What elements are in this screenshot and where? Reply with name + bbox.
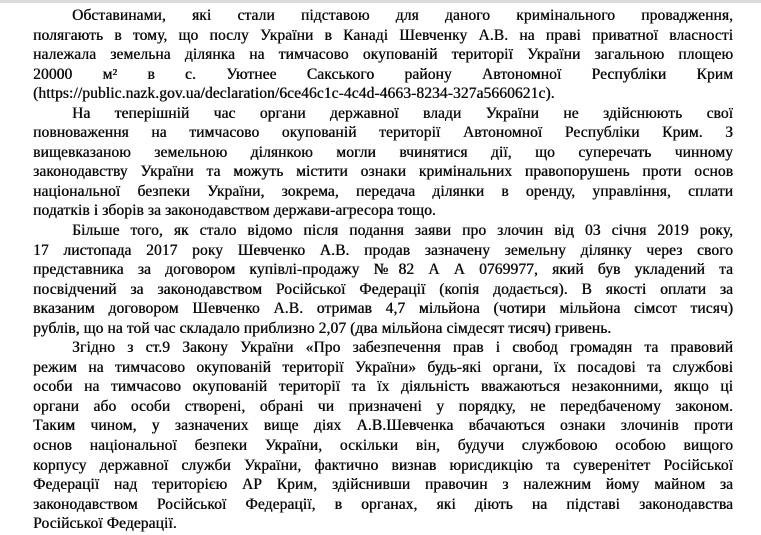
paragraph-occupied-territory: [33, 104, 733, 221]
text-line: основ національної безпеки України, оскільки він, будучи службовою особою вищого: [33, 437, 733, 455]
text-line: рублів, що на той час складало приблизно 2,07 (два мільйона сімдесят тисяч) гривень.: [33, 319, 612, 337]
text-line: органи або особи створені, обрані чи призначені у порядку, не передбаченому законом.: [33, 397, 733, 415]
text-line: законодавством Російської Федерації, в органах, які діють на підставі законодавства: [33, 495, 733, 513]
text-line: Федерації над територією АР Крим, здійснивши правочин з належним йому майном за: [33, 476, 733, 494]
paragraph-sale-details: [33, 221, 733, 338]
paragraph-circumstances: [33, 6, 733, 104]
text-line: Згідно з ст.9 Закону України «Про забезпечення прав і свобод громадян та правовий: [72, 339, 733, 357]
scan-edge-artifact: [0, 0, 761, 3]
text-line: режим на тимчасово окупованій території України» будь-які органи, їх посадові та службові: [33, 358, 733, 376]
text-line: Таким чином, у зазначених вище діях А.В.Шевченка вбачаються ознаки злочинів проти: [33, 417, 733, 435]
text-line: Більше того, як стало відомо після подання заяви про злочин від 03 січня 2019 року,: [72, 222, 733, 240]
text-line: Російської Федерації.: [33, 515, 177, 533]
text-line: посвідчений за законодавством Російської Федерації (копія додається). В якості оплати за: [33, 280, 733, 298]
text-line: вказаним договором Шевченко А.В. отримав 4,7 мільйона (чотири мільйона сімсот тисяч): [33, 300, 733, 318]
text-line: Обставинами, які стали підставою для даного кримінального провадження,: [72, 7, 733, 24]
text-line: належала земельна ділянка на тимчасово окупованій території України загальною площею: [33, 46, 733, 64]
text-line: 17 листопада 2017 року Шевченко А.В. продав зазначену земельну ділянку через свого: [33, 241, 733, 259]
text-line: особи на тимчасово окупованій території та їх діяльність вважаються незаконними, якщо ці: [33, 378, 733, 396]
text-line: представника за договором купівлі-продажу №82 А А 0769977, який був укладений та: [33, 261, 733, 279]
text-line: національної безпеки України, зокрема, передача ділянки в оренду, управління, сплати: [33, 182, 733, 200]
text-line: На теперішній час органи державної влади України не здійснюють свої: [72, 104, 733, 122]
declaration-url-line: (https://public.nazk.gov.ua/declaration/6ce46c1c-4c4d-4663-8234-327a5660621c).: [33, 85, 555, 103]
text-line: полягають в тому, що послу України в Канаді Шевченку А.В. на праві приватної власності: [33, 26, 733, 44]
paragraph-legal-conclusion: [33, 338, 733, 533]
text-line: вищевказаною земельною ділянкою могли вчинятися дії, що суперечать чинному: [33, 143, 733, 161]
text-line: податків і зборів за законодавством держави-агресора тощо.: [33, 202, 436, 220]
text-line: законодавству України та можуть містити ознаки кримінальних правопорушень проти основ: [33, 163, 733, 181]
text-line: 20000 м² в с. Уютнее Сакського району Автономної Республіки Крим: [33, 65, 733, 83]
text-line: повноваження на тимчасово окупованій території Автономної Республіки Крим. З: [33, 124, 733, 142]
text-line: корпусу державної служби України, фактично визнав юрисдикцію та суверенітет Російської: [33, 456, 733, 474]
